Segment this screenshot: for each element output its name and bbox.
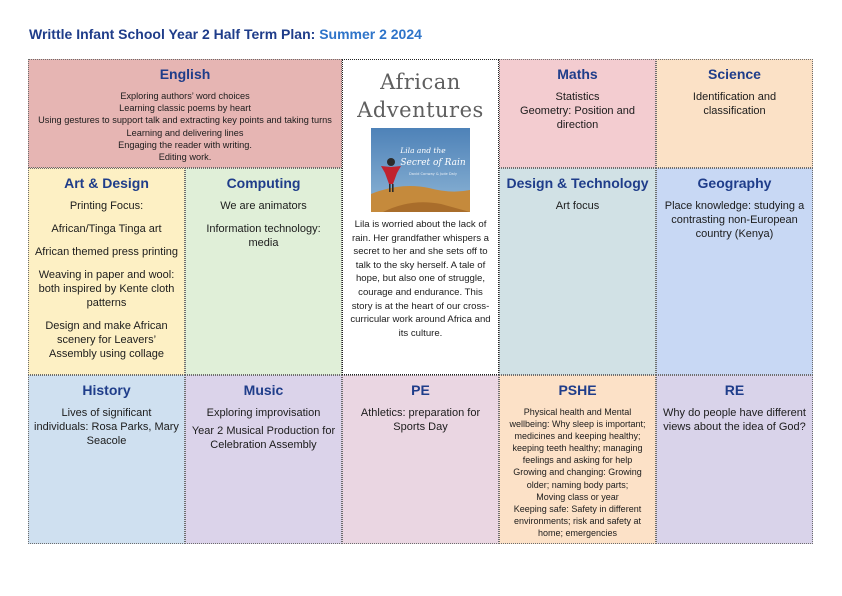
- geography-heading: Geography: [697, 175, 772, 191]
- page-title: [29, 26, 422, 42]
- art-design-item: African/Tinga Tinga art: [51, 223, 162, 235]
- pe-heading: PE: [411, 382, 430, 398]
- pe-item: Athletics: preparation for Sports Day: [360, 407, 481, 433]
- english-cell: [28, 59, 342, 168]
- music-item: Year 2 Musical Production for Celebration Assembly: [191, 425, 336, 451]
- science-heading: Science: [708, 66, 761, 82]
- history-heading: History: [82, 382, 131, 398]
- re-item: Why do people have different views about the idea of God?: [663, 407, 806, 433]
- pshe-heading: PSHE: [558, 382, 597, 398]
- english-item: Learning classic poems by heart: [119, 103, 251, 114]
- maths-item: Statistics: [555, 91, 600, 103]
- book-cover-author: David Conway & Jude Daly: [409, 172, 457, 176]
- topic-description: Lila is worried about the lack of rain. Her grandfather whispers a secret to her and she sets off to talk to the sky herself. A tale of hope, but also one of struggle, courage and endurance. This story is at the heart of our cross-curricular work around Africa and its culture.: [350, 219, 491, 339]
- pe-cell: [342, 375, 499, 544]
- design-technology-item: Art focus: [555, 200, 600, 212]
- book-cover-title-1: Lila and the: [400, 146, 446, 155]
- curriculum-grid: [28, 59, 813, 544]
- maths-cell: [499, 59, 656, 168]
- english-heading: English: [159, 66, 211, 82]
- re-heading: RE: [724, 382, 745, 398]
- music-heading: Music: [243, 382, 284, 398]
- music-cell: [185, 375, 342, 544]
- topic-title-line1: African: [380, 70, 461, 94]
- art-design-item: Weaving in paper and wool: both inspired by Kente cloth patterns: [38, 269, 175, 309]
- music-item: Exploring improvisation: [206, 407, 321, 419]
- english-item: Learning and delivering lines: [126, 127, 244, 138]
- term-label: Summer 2 2024: [319, 26, 422, 42]
- art-design-heading: Art & Design: [64, 175, 149, 191]
- art-design-item: African themed press printing: [34, 246, 179, 258]
- computing-cell: [185, 168, 342, 375]
- computing-heading: Computing: [226, 175, 301, 191]
- english-item: Engaging the reader with writing.: [118, 139, 252, 150]
- history-cell: [28, 375, 185, 544]
- pshe-item: Keeping safe: Safety in different environments; risk and safety at home; emergencies: [513, 503, 642, 538]
- science-item: Identification and classification: [692, 91, 777, 117]
- art-design-item: Printing Focus:: [69, 200, 144, 212]
- design-technology-heading: Design & Technology: [506, 175, 649, 191]
- topic-cell: [342, 59, 499, 375]
- book-cover-title-2: Secret of Rain: [400, 158, 466, 168]
- pshe-item: Growing and changing: Growing older; naming body parts;: [513, 467, 642, 490]
- design-technology-cell: [499, 168, 656, 375]
- art-design-cell: [28, 168, 185, 375]
- computing-item: We are animators: [220, 200, 307, 212]
- pshe-item: Moving class or year: [536, 491, 619, 502]
- science-cell: [656, 59, 813, 168]
- book-cover-image: [371, 128, 470, 212]
- pshe-item: Physical health and Mental wellbeing: Why sleep is important; medicines and keeping healthy; keeping teeth healthy; managing feelings and asking for help: [509, 407, 646, 466]
- geography-item: Place knowledge: studying a contrasting non-European country (Kenya): [664, 200, 805, 240]
- maths-heading: Maths: [557, 66, 598, 82]
- english-item: Using gestures to support talk and extracting key points and taking turns: [38, 115, 332, 126]
- re-cell: [656, 375, 813, 544]
- english-item: Editing work.: [158, 152, 212, 163]
- page-title-prefix: Writtle Infant School Year 2 Half Term Plan:: [29, 26, 320, 42]
- pshe-cell: [499, 375, 656, 544]
- art-design-item: Design and make African scenery for Leavers’ Assembly using collage: [45, 320, 168, 360]
- geography-cell: [656, 168, 813, 375]
- topic-title-line2: Adventures: [357, 98, 484, 122]
- history-item: Lives of significant individuals: Rosa Parks, Mary Seacole: [34, 407, 179, 447]
- computing-item: Information technology: media: [206, 223, 321, 249]
- maths-item: Geometry: Position and direction: [520, 105, 635, 131]
- english-item: Exploring authors’ word choices: [120, 91, 250, 101]
